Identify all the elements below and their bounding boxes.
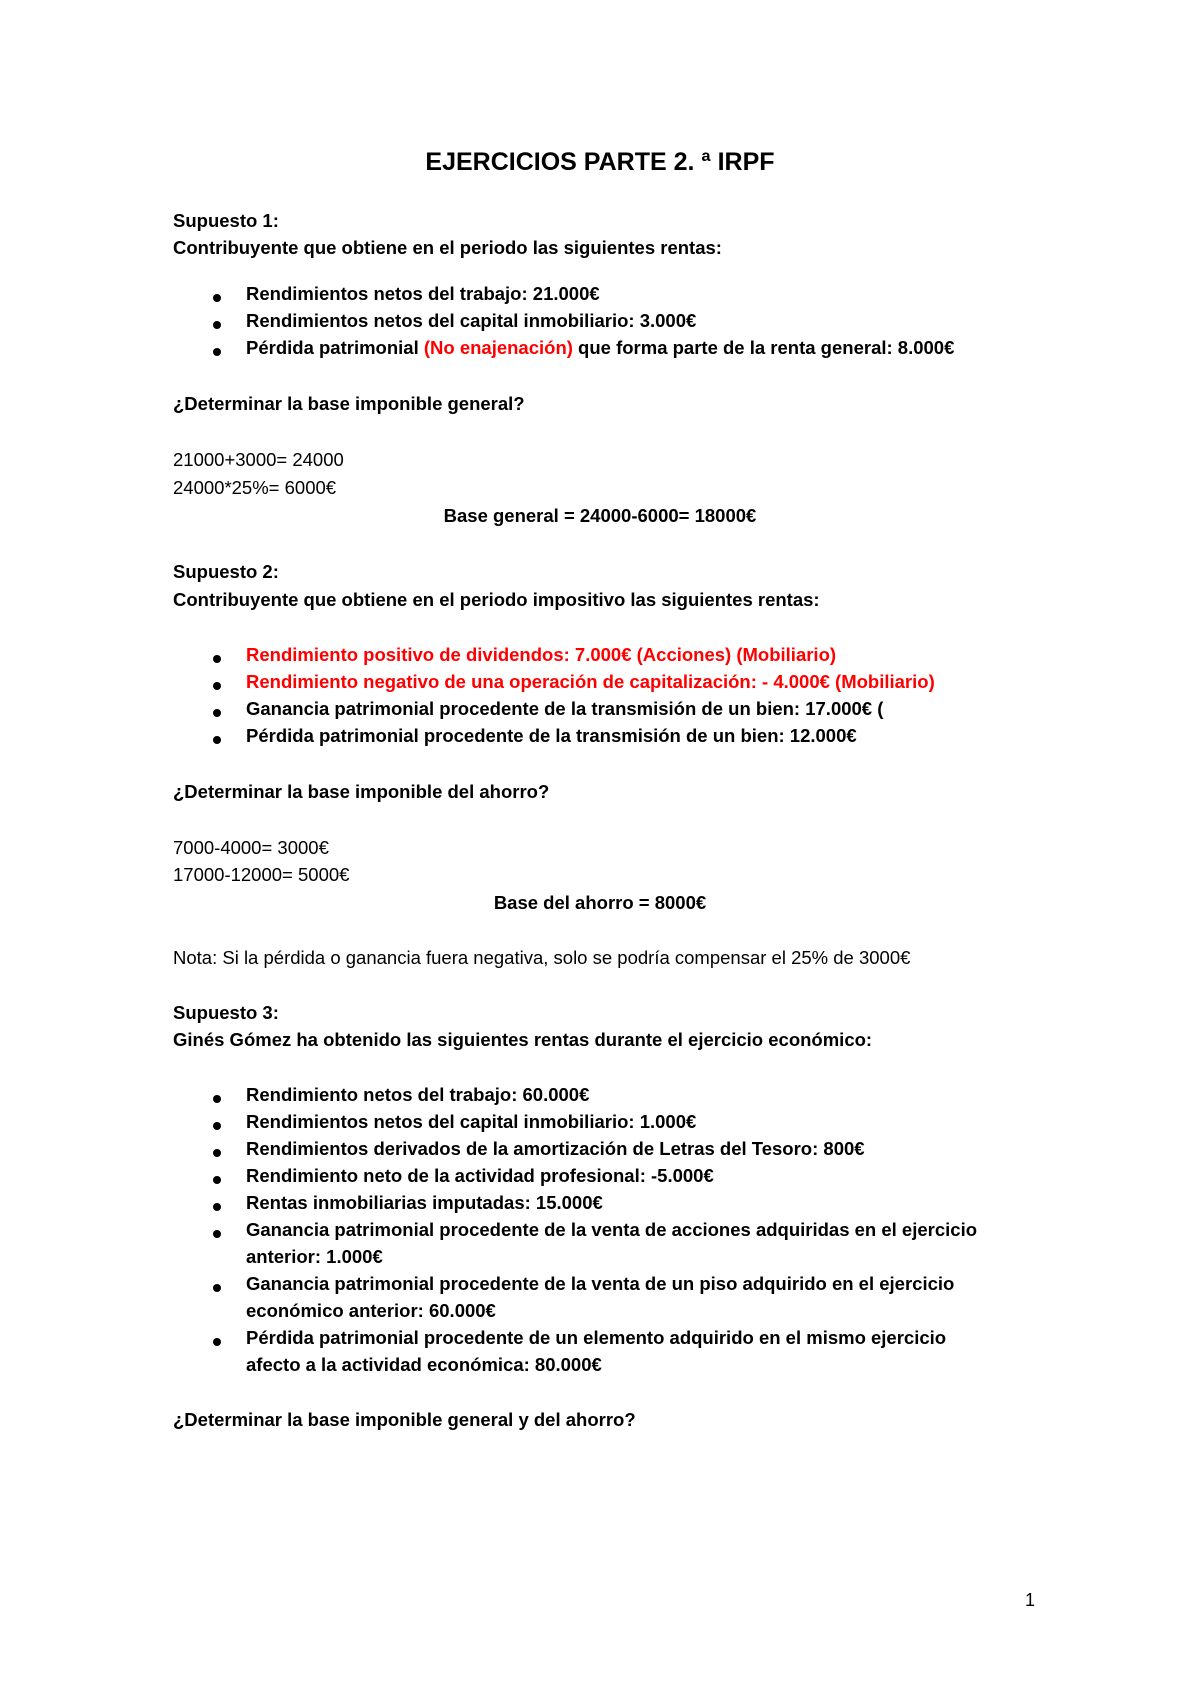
s2-note: Nota: Si la pérdida o ganancia fuera negativa, solo se podría compensar el 25% de 3000€ (173, 947, 911, 968)
s3-heading: Supuesto 3: (173, 1002, 279, 1023)
s2-item-2: Rendimiento negativo de una operación de capitalización: - 4.000€ (Mobiliario) (246, 671, 935, 692)
s2-item-1: Rendimiento positivo de dividendos: 7.000€ (Acciones) (Mobiliario) (246, 644, 837, 665)
s1-calc-1: 21000+3000= 24000 (173, 449, 344, 470)
s1-question: ¿Determinar la base imponible general? (173, 393, 525, 414)
s2-result: Base del ahorro = 8000€ (493, 892, 707, 913)
s3-item-3: Rendimientos derivados de la amortización de Letras del Tesoro: 800€ (246, 1138, 865, 1159)
bullet-icon (213, 736, 221, 744)
bullet-icon (213, 1338, 221, 1346)
s3-item-6-cont: anterior: 1.000€ (246, 1246, 383, 1267)
s3-item-6: Ganancia patrimonial procedente de la venta de acciones adquiridas en el ejercicio (246, 1219, 978, 1240)
s1-item-3-red: (No enajenación) (423, 337, 573, 358)
s3-item-8-cont: afecto a la actividad económica: 80.000€ (246, 1354, 602, 1375)
bullet-icon (213, 294, 221, 302)
s3-item-2: Rendimientos netos del capital inmobiliario: 1.000€ (246, 1111, 697, 1132)
s1-intro: Contribuyente que obtiene en el periodo las siguientes rentas: (173, 237, 722, 258)
bullet-icon (213, 1176, 221, 1184)
bullet-icon (213, 321, 221, 329)
bullet-icon (213, 1095, 221, 1103)
s2-question: ¿Determinar la base imponible del ahorro? (173, 781, 550, 802)
s1-result: Base general = 24000-6000= 18000€ (443, 505, 757, 526)
s1-item-2: Rendimientos netos del capital inmobiliario: 3.000€ (246, 310, 697, 331)
s2-item-3: Ganancia patrimonial procedente de la transmisión de un bien: 17.000€ ( (246, 698, 884, 719)
bullet-icon (213, 655, 221, 663)
s3-item-1: Rendimiento netos del trabajo: 60.000€ (246, 1084, 590, 1105)
s3-item-7-cont: económico anterior: 60.000€ (246, 1300, 496, 1321)
s1-heading: Supuesto 1: (173, 210, 279, 231)
bullet-icon (213, 1230, 221, 1238)
s1-item-3-pre: Pérdida patrimonial (246, 337, 424, 358)
s3-question: ¿Determinar la base imponible general y del ahorro? (173, 1409, 636, 1430)
s2-calc-2: 17000-12000= 5000€ (173, 864, 350, 885)
s3-item-8: Pérdida patrimonial procedente de un elemento adquirido en el mismo ejercicio (246, 1327, 947, 1348)
bullet-icon (213, 1122, 221, 1130)
s1-calc-2: 24000*25%= 6000€ (173, 477, 337, 498)
s3-item-5: Rentas inmobiliarias imputadas: 15.000€ (246, 1192, 603, 1213)
bullet-icon (213, 1284, 221, 1292)
s2-heading: Supuesto 2: (173, 561, 279, 582)
s2-calc-1: 7000-4000= 3000€ (173, 837, 329, 858)
s1-item-3-post: que forma parte de la renta general: 8.000€ (572, 337, 955, 358)
bullet-icon (213, 1149, 221, 1157)
bullet-icon (213, 1203, 221, 1211)
s1-item-1: Rendimientos netos del trabajo: 21.000€ (246, 283, 600, 304)
s3-item-7: Ganancia patrimonial procedente de la venta de un piso adquirido en el ejercicio (246, 1273, 955, 1294)
page-title: EJERCICIOS PARTE 2. ª IRPF (425, 148, 775, 176)
s2-intro: Contribuyente que obtiene en el periodo impositivo las siguientes rentas: (173, 589, 820, 610)
s3-item-4: Rendimiento neto de la actividad profesional: -5.000€ (246, 1165, 714, 1186)
bullet-icon (213, 709, 221, 717)
s3-intro: Ginés Gómez ha obtenido las siguientes rentas durante el ejercicio económico: (173, 1029, 873, 1050)
s2-item-4: Pérdida patrimonial procedente de la transmisión de un bien: 12.000€ (246, 725, 857, 746)
bullet-icon (213, 682, 221, 690)
bullet-icon (213, 348, 221, 356)
s1-item-3 (246, 337, 954, 359)
page-number: 1 (1024, 1590, 1035, 1610)
